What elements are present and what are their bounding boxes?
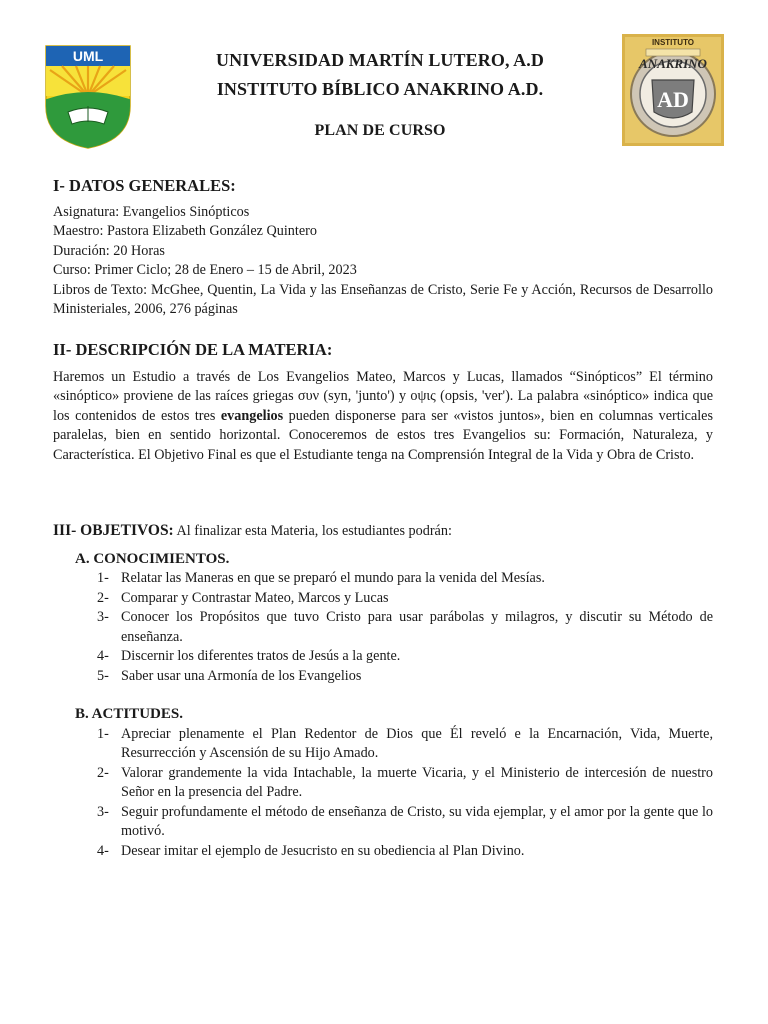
list-item: 5- Saber usar una Armonía de los Evangelios <box>97 667 362 684</box>
asignatura: Asignatura: Evangelios Sinópticos <box>53 203 250 220</box>
duracion: Duración: 20 Horas <box>53 242 165 259</box>
section-2-heading: II- DESCRIPCIÓN DE LA MATERIA: <box>53 340 333 359</box>
list-item: 4- Discernir los diferentes tratos de Jesús a la gente. <box>97 648 401 664</box>
conocimientos-list <box>53 569 713 686</box>
section-3-heading <box>53 521 713 542</box>
libros-de-texto: Libros de Texto: McGhee, Quentin, La Vida y las Enseñanzas de Cristo, Serie Fe y Acción, Recursos de Desarrollo Ministeriales, 2006, 276 páginas <box>53 281 713 317</box>
logo-right-top: INSTITUTO <box>651 38 695 47</box>
descripcion-paragraph <box>53 368 713 466</box>
university-title: UNIVERSIDAD MARTÍN LUTERO, A.D <box>216 50 544 70</box>
list-item: 3- Seguir profundamente el método de enseñanza de Cristo, su vida ejemplar, y el amor por la gente que lo motivó. <box>97 803 713 839</box>
logo-right-mono: AD <box>657 87 689 112</box>
actitudes-heading: B. ACTITUDES. <box>75 706 183 722</box>
section-3-prefix: III <box>53 522 72 539</box>
descripcion-bold: evangelios <box>220 407 284 424</box>
list-item: 3- Conocer los Propósitos que tuvo Cristo para usar parábolas y milagros, y discutir su Método de enseñanza. <box>97 609 713 645</box>
maestro: Maestro: Pastora Elizabeth González Quintero <box>53 223 317 239</box>
institute-title: INSTITUTO BÍBLICO ANAKRINO A.D. <box>216 79 544 99</box>
doc-title: PLAN DE CURSO <box>314 122 446 139</box>
section-1-heading: I- DATOS GENERALES: <box>53 176 236 195</box>
anakrino-logo <box>622 34 724 146</box>
conocimientos-heading: A. CONOCIMIENTOS. <box>75 550 230 567</box>
descripcion-text-b: pueden disponerse para ser «vistos juntos», bien en columnas verticales paralelas, bien en sentido horizontal. Conoceremos de estos tres Evangelios su: Formación, Naturaleza, y Característica. El Objetivo Final es que el Estudiante tenga na Comprensión Integral de la Vida y Obra de Cristo. <box>53 407 713 463</box>
curso: Curso: Primer Ciclo; 28 de Enero – 15 de Abril, 2023 <box>53 262 357 278</box>
list-item: 1- Apreciar plenamente el Plan Redentor de Dios que Él reveló e la Encarnación, Vida, Muerte, Resurrección y Ascensión de su Hijo Amado. <box>97 725 713 761</box>
list-item: 2- Valorar grandemente la vida Intachable, la muerte Vicaria, y el Ministerio de intercesión de nuestro Señor en la presencia del Padre. <box>97 764 713 800</box>
descripcion-text-a: Haremos un Estudio a través de Los Evangelios Mateo, Marcos y Lucas, llamados “Sinópticos” El término «sinóptico» proviene de las raíces griegas συν (syn, 'junto') y οψις (opsis, 'ver'). La palabra «sinóptico» indica que los contenidos de estos tres <box>53 368 713 424</box>
actitudes-list <box>53 725 713 862</box>
list-item: 4- Desear imitar el ejemplo de Jesucristo en su obediencia al Plan Divino. <box>97 842 525 859</box>
uml-logo <box>44 44 132 150</box>
logo-right-name: ANAKRINO <box>639 56 707 71</box>
section-objetivos <box>53 521 713 861</box>
logo-left-text: UML <box>72 48 104 64</box>
section-3-intro: Al finalizar esta Materia, los estudiantes podrán: <box>173 523 452 539</box>
section-descripcion <box>53 340 713 465</box>
section-datos-generales <box>53 176 713 320</box>
list-item: 1- Relatar las Maneras en que se preparó el mundo para la venida del Mesías. <box>97 570 545 586</box>
list-item: 2- Comparar y Contrastar Mateo, Marcos y Lucas <box>97 589 389 606</box>
section-3-main: - OBJETIVOS: <box>71 522 174 539</box>
